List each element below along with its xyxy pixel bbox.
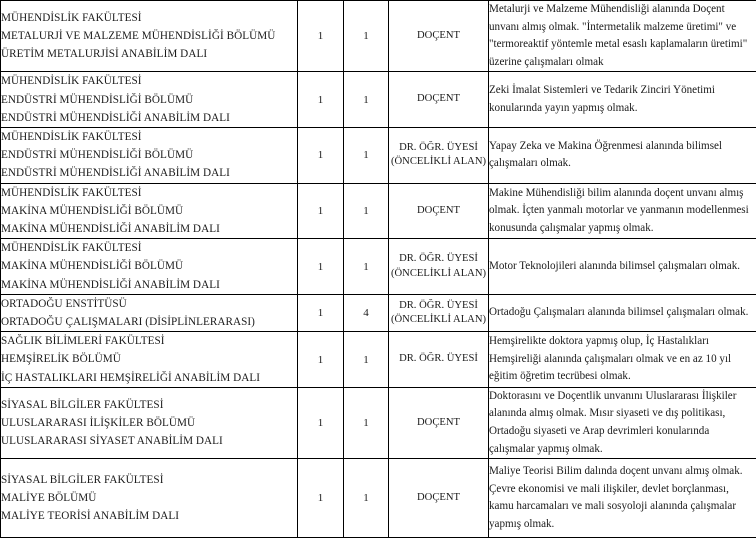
kadro-count-cell: 1 bbox=[298, 294, 344, 331]
unit-line: ULUSLARARASI SİYASET ANABİLİM DALI bbox=[1, 432, 297, 450]
unit-cell bbox=[1, 387, 298, 458]
unit-line: MÜHENDİSLİK FAKÜLTESİ bbox=[1, 239, 297, 257]
table-row bbox=[1, 127, 756, 183]
unit-line: ORTADOĞU ENSTİTÜSÜ bbox=[1, 295, 297, 313]
table-body bbox=[1, 1, 756, 538]
table-row bbox=[1, 239, 756, 295]
position-title-cell bbox=[389, 294, 489, 331]
position-title-line: (ÖNCELİKLİ ALAN) bbox=[389, 155, 488, 170]
requirements-cell bbox=[489, 294, 756, 331]
adet-count-cell: 1 bbox=[344, 1, 389, 72]
unit-line: ÜRETİM METALURJİSİ ANABİLİM DALI bbox=[1, 45, 297, 63]
unit-line: MALİYE TEORİSİ ANABİLİM DALI bbox=[1, 507, 297, 525]
position-title-cell bbox=[389, 72, 489, 128]
requirements-text: Motor Teknolojileri alanında bilimsel çalışmaları olmak. bbox=[489, 258, 756, 276]
unit-cell bbox=[1, 459, 298, 538]
unit-line: HEMŞİRELİK BÖLÜMÜ bbox=[1, 350, 297, 368]
unit-line: ULUSLARARASI İLİŞKİLER BÖLÜMÜ bbox=[1, 414, 297, 432]
unit-line: İÇ HASTALIKLARI HEMŞİRELİĞİ ANABİLİM DALI bbox=[1, 369, 297, 387]
requirements-text: Metalurji ve Malzeme Mühendisliği alanında Doçent unvanı almış olmak. "İntermetalik malzeme üretimi" ve "termoreaktif yöntemle metal esaslı kaplamaların üretimi" üzerine çalışmaları olmak bbox=[489, 1, 756, 71]
table-row bbox=[1, 332, 756, 388]
requirements-cell bbox=[489, 127, 756, 183]
requirements-cell bbox=[489, 459, 756, 538]
unit-line: ORTADOĞU ÇALIŞMALARI (DİSİPLİNLERARASI) bbox=[1, 313, 297, 331]
unit-line: MÜHENDİSLİK FAKÜLTESİ bbox=[1, 128, 297, 146]
position-title-cell bbox=[389, 239, 489, 295]
kadro-count-cell: 1 bbox=[298, 387, 344, 458]
requirements-text: Maliye Teorisi Bilim dalında doçent unvanı almış olmak. Çevre ekonomisi ve mali ilişkiler, devlet borçlanması, kamu harcamaları ve mali sosyoloji alanında çalışmalar yapmış olmak. bbox=[489, 463, 756, 533]
unit-line: MÜHENDİSLİK FAKÜLTESİ bbox=[1, 9, 297, 27]
position-title-line: (ÖNCELİKLİ ALAN) bbox=[389, 313, 488, 328]
position-title-cell bbox=[389, 127, 489, 183]
unit-cell bbox=[1, 332, 298, 388]
position-title-cell bbox=[389, 1, 489, 72]
requirements-cell bbox=[489, 1, 756, 72]
unit-cell bbox=[1, 127, 298, 183]
adet-count-cell: 1 bbox=[344, 127, 389, 183]
unit-cell bbox=[1, 183, 298, 239]
unit-cell bbox=[1, 1, 298, 72]
table-row bbox=[1, 183, 756, 239]
kadro-count-cell: 1 bbox=[298, 1, 344, 72]
position-title-line: DOÇENT bbox=[389, 204, 488, 219]
requirements-cell bbox=[489, 183, 756, 239]
unit-line: MÜHENDİSLİK FAKÜLTESİ bbox=[1, 72, 297, 90]
requirements-cell bbox=[489, 72, 756, 128]
adet-count-cell: 1 bbox=[344, 183, 389, 239]
requirements-text: Yapay Zeka ve Makina Öğrenmesi alanında bilimsel çalışmaları olmak. bbox=[489, 138, 756, 173]
position-title-line: DR. ÖĞR. ÜYESİ bbox=[389, 252, 488, 267]
requirements-text: Hemşirelikte doktora yapmış olup, İç Hastalıkları Hemşireliği alanında çalışmaları olmak ve en az 10 yıl eğitim öğretim tecrübesi olmak. bbox=[489, 333, 756, 386]
unit-cell bbox=[1, 294, 298, 331]
unit-line: SİYASAL BİLGİLER FAKÜLTESİ bbox=[1, 396, 297, 414]
unit-line: SİYASAL BİLGİLER FAKÜLTESİ bbox=[1, 471, 297, 489]
unit-cell bbox=[1, 72, 298, 128]
kadro-count-cell: 1 bbox=[298, 183, 344, 239]
unit-line: ENDÜSTRİ MÜHENDİSLİĞİ BÖLÜMÜ bbox=[1, 91, 297, 109]
unit-line: MAKİNA MÜHENDİSLİĞİ ANABİLİM DALI bbox=[1, 220, 297, 238]
position-title-line: DR. ÖĞR. ÜYESİ bbox=[389, 141, 488, 156]
unit-line: MÜHENDİSLİK FAKÜLTESİ bbox=[1, 184, 297, 202]
adet-count-cell: 1 bbox=[344, 387, 389, 458]
kadro-count-cell: 1 bbox=[298, 459, 344, 538]
unit-line: METALURJİ VE MALZEME MÜHENDİSLİĞİ BÖLÜMÜ bbox=[1, 27, 297, 45]
unit-line: ENDÜSTRİ MÜHENDİSLİĞİ ANABİLİM DALI bbox=[1, 164, 297, 182]
adet-count-cell: 1 bbox=[344, 72, 389, 128]
adet-count-cell: 4 bbox=[344, 294, 389, 331]
position-title-line: DOÇENT bbox=[389, 416, 488, 431]
unit-line: MALİYE BÖLÜMÜ bbox=[1, 489, 297, 507]
table-row bbox=[1, 294, 756, 331]
unit-line: MAKİNA MÜHENDİSLİĞİ ANABİLİM DALI bbox=[1, 276, 297, 294]
unit-line: MAKİNA MÜHENDİSLİĞİ BÖLÜMÜ bbox=[1, 257, 297, 275]
unit-line: MAKİNA MÜHENDİSLİĞİ BÖLÜMÜ bbox=[1, 202, 297, 220]
unit-cell bbox=[1, 239, 298, 295]
position-title-cell bbox=[389, 332, 489, 388]
table-row bbox=[1, 72, 756, 128]
position-title-cell bbox=[389, 183, 489, 239]
kadro-count-cell: 1 bbox=[298, 72, 344, 128]
kadro-count-cell: 1 bbox=[298, 127, 344, 183]
position-title-line: DOÇENT bbox=[389, 491, 488, 506]
table-row bbox=[1, 459, 756, 538]
requirements-cell bbox=[489, 332, 756, 388]
unit-line: SAĞLIK BİLİMLERİ FAKÜLTESİ bbox=[1, 332, 297, 350]
table-row bbox=[1, 387, 756, 458]
adet-count-cell: 1 bbox=[344, 332, 389, 388]
requirements-text: Ortadoğu Çalışmaları alanında bilimsel çalışmaları olmak. bbox=[489, 304, 756, 322]
adet-count-cell: 1 bbox=[344, 239, 389, 295]
position-title-cell bbox=[389, 459, 489, 538]
kadro-count-cell: 1 bbox=[298, 239, 344, 295]
position-title-line: (ÖNCELİKLİ ALAN) bbox=[389, 267, 488, 282]
requirements-text: Zeki İmalat Sistemleri ve Tedarik Zinciri Yönetimi konularında yayın yapmış olmak. bbox=[489, 82, 756, 117]
requirements-text: Makine Mühendisliği bilim alanında doçent unvanı almış olmak. İçten yanmalı motorlar ve yanmanın modellenmesi konusunda çalışmalar yapmış olmak. bbox=[489, 185, 756, 238]
position-title-line: DR. ÖĞR. ÜYESİ bbox=[389, 299, 488, 314]
adet-count-cell: 1 bbox=[344, 459, 389, 538]
unit-line: ENDÜSTRİ MÜHENDİSLİĞİ BÖLÜMÜ bbox=[1, 146, 297, 164]
requirements-cell bbox=[489, 239, 756, 295]
kadro-count-cell: 1 bbox=[298, 332, 344, 388]
position-title-line: DOÇENT bbox=[389, 29, 488, 44]
requirements-text: Doktorasını ve Doçentlik unvanını Uluslararası İlişkiler alanında almış olmak. Mısır siyaseti ve dış politikası, Ortadoğu siyaseti ve Arap devrimleri konularında çalışmalar yapmış olmak. bbox=[489, 388, 756, 458]
position-title-cell bbox=[389, 387, 489, 458]
requirements-cell bbox=[489, 387, 756, 458]
unit-line: ENDÜSTRİ MÜHENDİSLİĞİ ANABİLİM DALI bbox=[1, 109, 297, 127]
position-title-line: DOÇENT bbox=[389, 92, 488, 107]
table-row bbox=[1, 1, 756, 72]
position-title-line: DR. ÖĞR. ÜYESİ bbox=[389, 352, 488, 367]
